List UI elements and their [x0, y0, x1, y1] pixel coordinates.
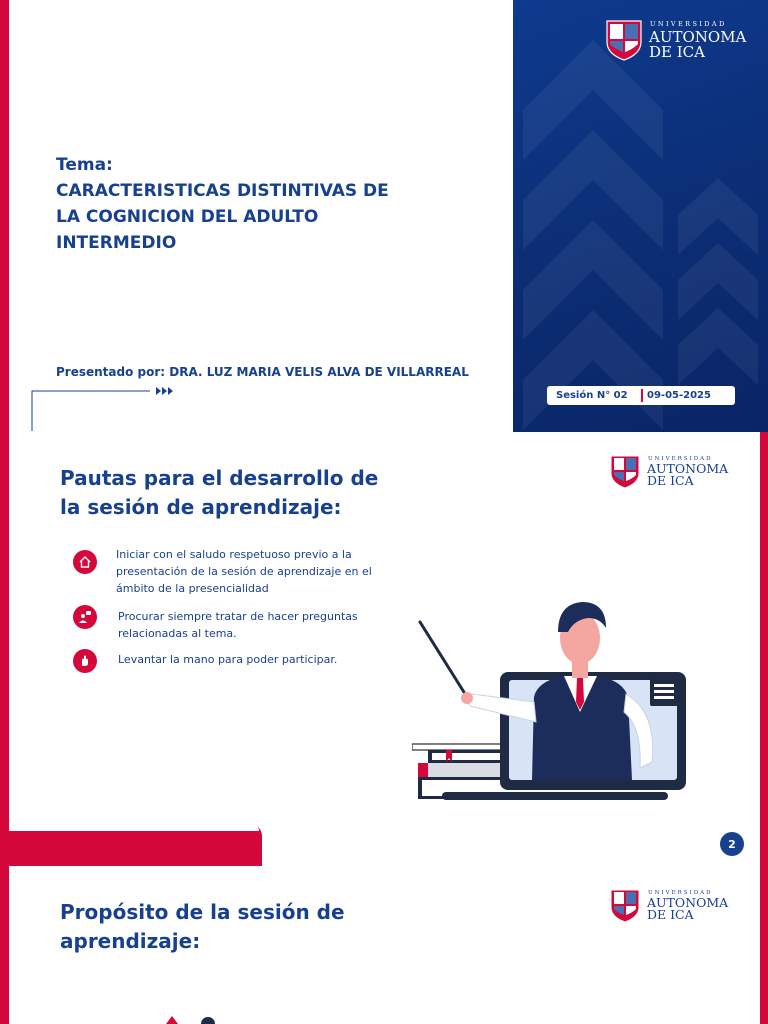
teacher-laptop-illustration	[412, 592, 692, 807]
svg-text:UNIVERSIDAD: UNIVERSIDAD	[648, 456, 713, 462]
title-line-2: la sesión de aprendizaje:	[60, 495, 342, 519]
left-accent-bar	[0, 0, 9, 432]
presenter-text: Presentado por: DRA. LUZ MARIA VELIS ALVA DE VILLARREAL	[56, 365, 469, 379]
home-icon	[73, 550, 97, 574]
guideline-1-line-3: ámbito de la presencialidad	[116, 582, 269, 595]
title-line-1: Pautas para el desarrollo de	[60, 466, 379, 490]
session-number: Sesión N° 02	[556, 390, 628, 401]
right-accent-bar	[760, 432, 768, 866]
arrow-icon	[156, 387, 173, 395]
svg-text:UNIVERSIDAD: UNIVERSIDAD	[650, 20, 727, 28]
slide-title	[60, 898, 380, 956]
shield-icon	[611, 456, 639, 488]
guideline-1-line-1: Iniciar con el saludo respetuoso previo a la	[116, 548, 352, 561]
topic-label: Tema:	[56, 155, 113, 175]
right-accent-bar	[760, 866, 768, 1024]
slide-title	[60, 464, 380, 522]
page-number-badge: 2	[720, 832, 744, 856]
svg-text:AUTONOMA: AUTONOMA	[649, 28, 747, 46]
left-accent-bar	[0, 866, 9, 1024]
shield-icon	[611, 890, 639, 922]
guideline-3-line-1: Levantar la mano para poder participar.	[118, 653, 338, 666]
title-line-1: Propósito de la sesión de	[60, 900, 345, 924]
university-logo	[605, 18, 755, 66]
laptop-base	[442, 792, 668, 800]
left-accent-bar	[0, 432, 9, 866]
svg-text:UNIVERSIDAD: UNIVERSIDAD	[648, 890, 713, 896]
svg-text:DE ICA: DE ICA	[649, 43, 705, 61]
pointer-stick	[420, 622, 467, 697]
cover-topic	[56, 152, 396, 256]
guideline-item-1	[116, 546, 406, 597]
session-separator	[641, 389, 643, 402]
session-date: 09-05-2025	[647, 390, 711, 401]
raised-hand-icon	[73, 649, 97, 673]
guideline-item-2	[118, 608, 408, 642]
university-logo	[610, 887, 735, 927]
guideline-2-line-1: Procurar siempre tratar de hacer preguntas	[118, 610, 358, 623]
topic-line-3: INTERMEDIO	[56, 233, 177, 253]
svg-text:AUTONOMA: AUTONOMA	[647, 895, 729, 910]
bottom-accent-inner	[9, 824, 259, 831]
university-logo	[610, 453, 735, 493]
title-line-2: aprendizaje:	[60, 929, 201, 953]
guideline-item-3	[118, 651, 408, 668]
decorative-icons-partial	[160, 1014, 220, 1024]
svg-text:AUTONOMA: AUTONOMA	[647, 461, 729, 476]
slide-guidelines	[0, 432, 768, 866]
shield-icon	[607, 21, 641, 60]
guideline-1-line-2: presentación de la sesión de aprendizaje en el	[116, 565, 372, 578]
slide-purpose	[0, 866, 768, 1024]
slide-cover	[0, 0, 768, 432]
session-badge	[547, 386, 735, 405]
topic-line-2: LA COGNICION DEL ADULTO	[56, 207, 319, 227]
topic-line-1: CARACTERISTICAS DISTINTIVAS DE	[56, 181, 389, 201]
arrow-line-decoration	[30, 383, 190, 432]
question-person-icon	[73, 605, 97, 629]
svg-text:DE ICA: DE ICA	[647, 907, 694, 922]
svg-text:DE ICA: DE ICA	[647, 473, 694, 488]
guideline-2-line-2: relacionadas al tema.	[118, 627, 237, 640]
